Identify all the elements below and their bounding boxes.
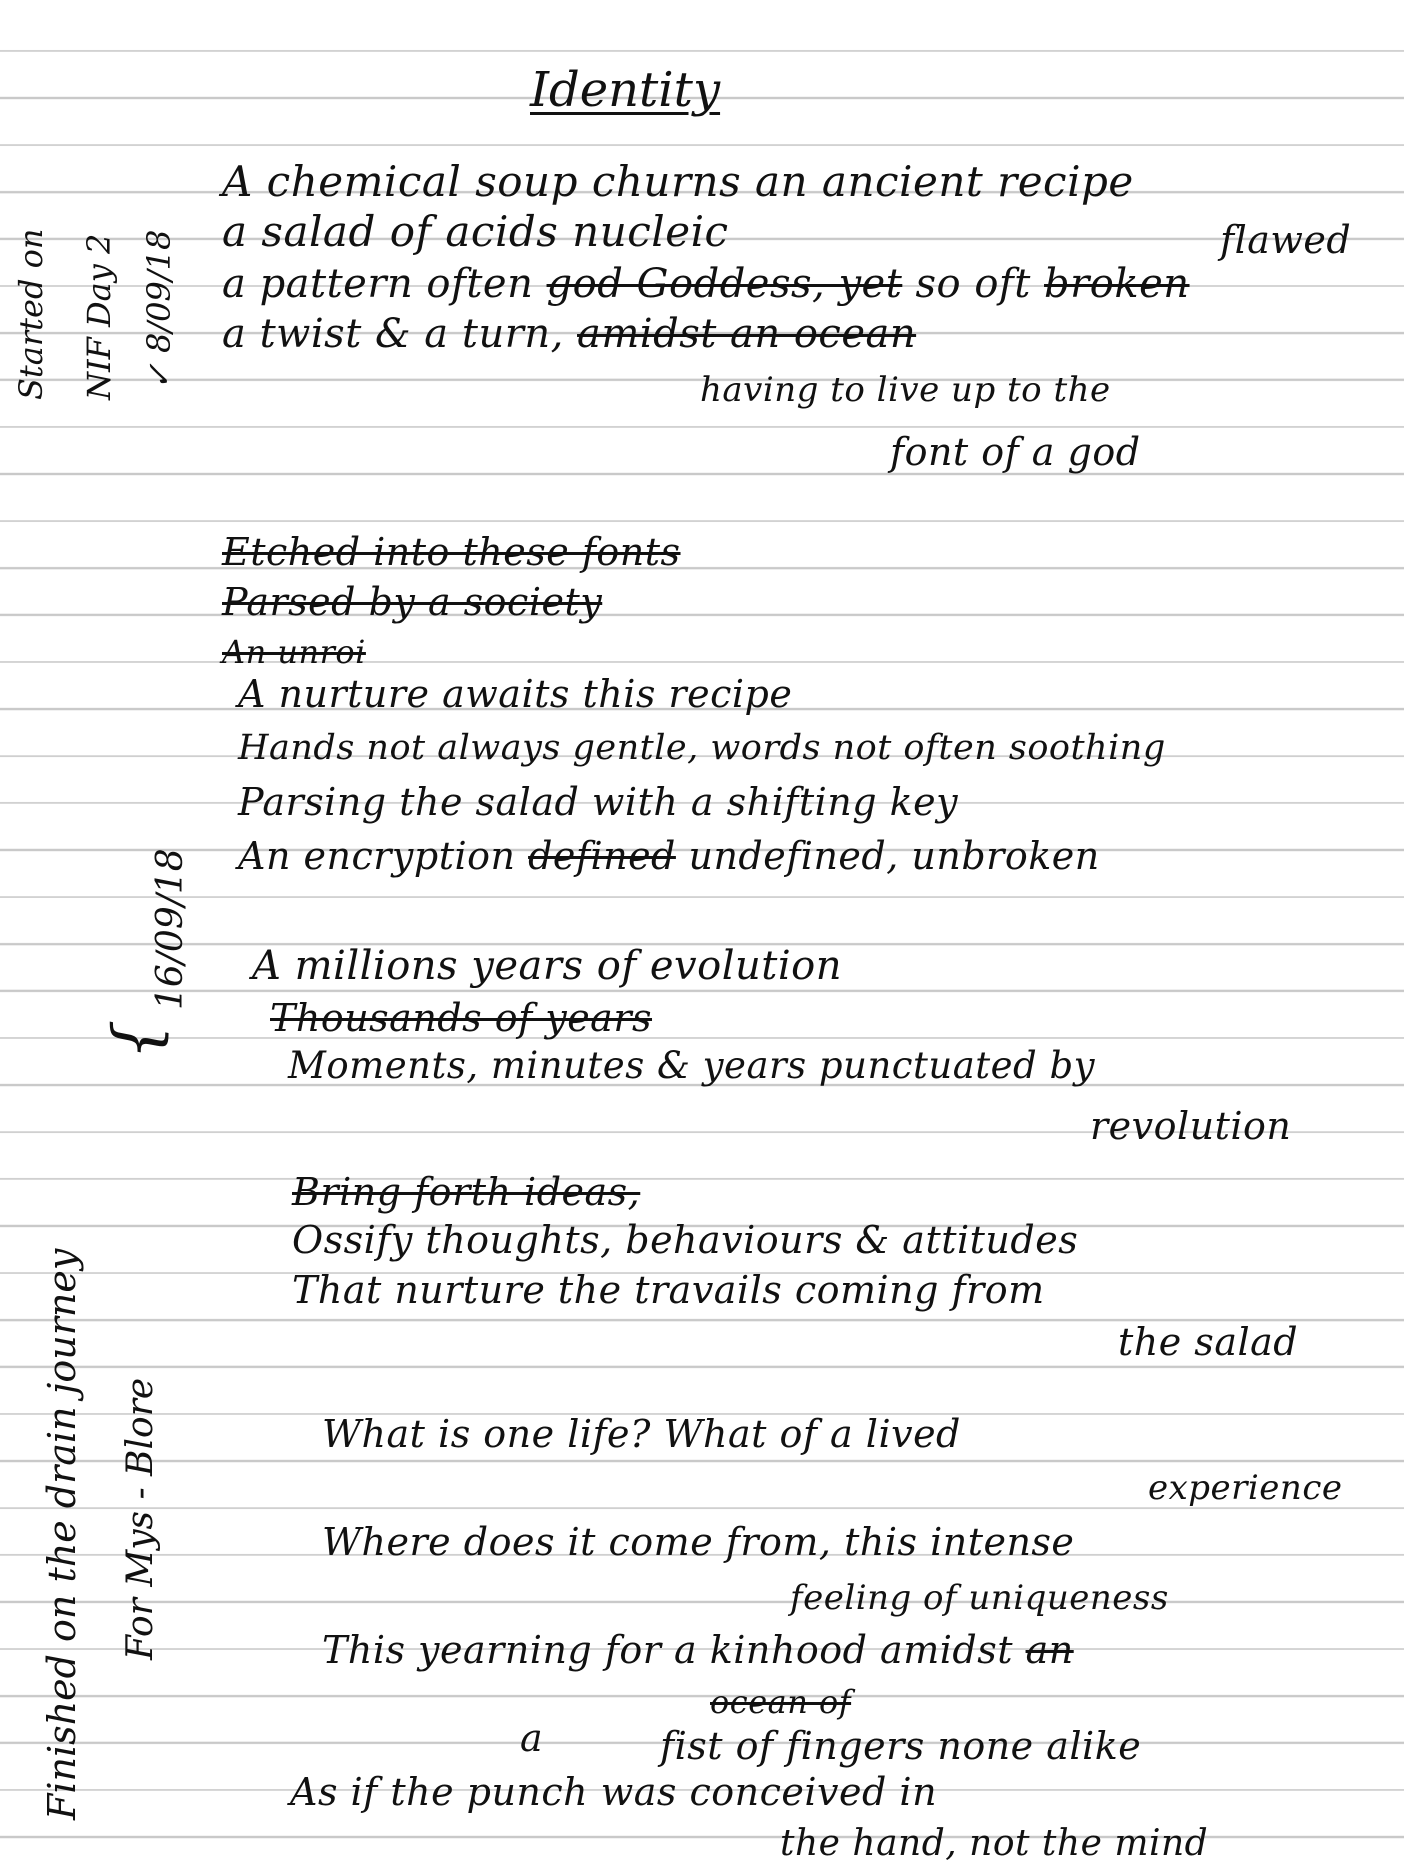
- stanza1-line6: font of a god: [890, 430, 1141, 474]
- stanza1-line1: A chemical soup churns an ancient recipe: [222, 157, 1134, 206]
- stanza2-struck2: Parsed by a society: [222, 580, 603, 624]
- stanza1-line2-right: flawed: [1220, 218, 1352, 262]
- stanza1-line3-mid: so oft: [902, 261, 1045, 307]
- stanza5-line6-struck: ocean of: [710, 1683, 852, 1721]
- stanza5-line5-struck: an: [1025, 1628, 1074, 1672]
- stanza4-line3: the salad: [1118, 1320, 1299, 1364]
- stanza5-line7: a: [520, 1716, 544, 1760]
- stanza4-line1: Ossify thoughts, behaviours & attitudes: [292, 1218, 1079, 1262]
- stanza1-line4-pre: a twist & a turn,: [222, 311, 578, 357]
- stanza5-line3: Where does it come from, this intense: [322, 1520, 1075, 1564]
- stanza5-line5-pre: This yearning for a kinhood amidst: [322, 1628, 1026, 1672]
- stanza5-line8: fist of fingers none alike: [660, 1724, 1142, 1768]
- stanza1-line3-struck: god Goddess, yet: [546, 261, 903, 307]
- stanza1-line3: [222, 262, 1190, 306]
- margin-note-date2: 16/09/18: [150, 848, 191, 1010]
- stanza4-struck1: Bring forth ideas,: [292, 1170, 641, 1214]
- stanza1-line5: having to live up to the: [700, 370, 1111, 410]
- margin-note-finished-line2: For Mys - Blore: [120, 1377, 161, 1660]
- margin-note-date1: ✓ 8/09/18: [140, 229, 178, 390]
- stanza5-line2: experience: [1148, 1468, 1343, 1508]
- stanza3-line3: revolution: [1090, 1104, 1292, 1148]
- stanza5-line1: What is one life? What of a lived: [322, 1412, 961, 1456]
- stanza2-line4-struck: defined: [528, 834, 676, 878]
- stanza1-line4-struck: amidst an ocean: [577, 311, 917, 357]
- stanza5-line4: feeling of uniqueness: [790, 1578, 1169, 1618]
- stanza5-line10: the hand, not the mind: [780, 1823, 1209, 1864]
- stanza1-line3-pre: a pattern often: [222, 261, 547, 307]
- stanza2-line3: Parsing the salad with a shifting key: [238, 780, 959, 824]
- stanza2-struck3: An unroi: [222, 633, 366, 671]
- stanza1-line2: a salad of acids nucleic: [222, 207, 729, 256]
- margin-note-finished-line1: Finished on the drain journey: [40, 1248, 84, 1820]
- stanza2-struck1: Etched into these fonts: [222, 530, 681, 574]
- stanza3-line1: A millions years of evolution: [252, 943, 842, 989]
- poem-title: Identity: [530, 62, 721, 118]
- stanza5-line9: As if the punch was conceived in: [290, 1770, 938, 1814]
- stanza1-line3-struck2: broken: [1044, 261, 1190, 307]
- margin-note-nif-day: NIF Day 2: [80, 233, 118, 400]
- stanza3-line2: Moments, minutes & years punctuated by: [288, 1044, 1096, 1087]
- stanza2-line1: A nurture awaits this recipe: [238, 672, 793, 716]
- stanza2-line2: Hands not always gentle, words not often soothing: [238, 728, 1166, 768]
- margin-bracket: {: [100, 1019, 174, 1060]
- stanza2-line4-post: undefined, unbroken: [675, 834, 1100, 878]
- stanza1-line4: [222, 312, 916, 356]
- margin-note-started: Started on: [12, 228, 50, 400]
- stanza3-struck1: Thousands of years: [270, 996, 653, 1040]
- stanza5-line5: [322, 1628, 1074, 1672]
- stanza2-line4: [238, 834, 1100, 878]
- stanza2-line4-pre: An encryption: [238, 834, 529, 878]
- stanza4-line2: That nurture the travails coming from: [292, 1268, 1045, 1312]
